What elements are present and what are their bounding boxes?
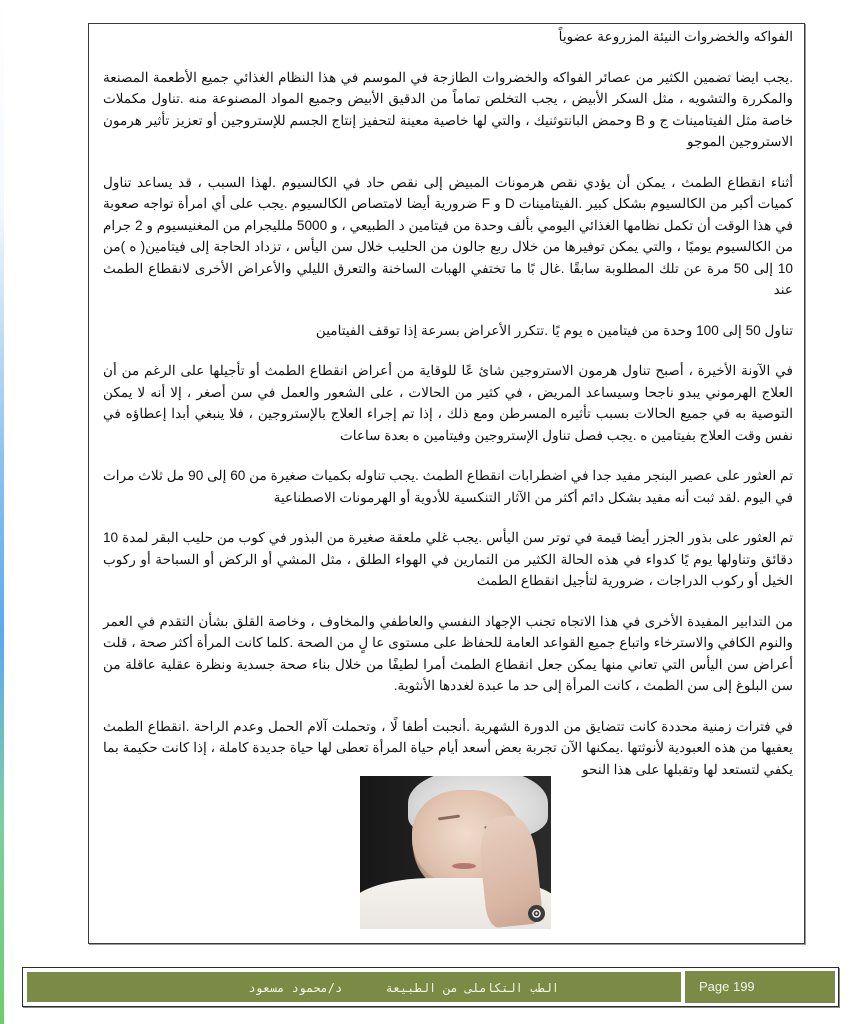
footer-book-title: الطب التكاملى من الطبيعة د/محمود مسعود (26, 971, 682, 1003)
paragraph: في الآونة الأخيرة ، أصبح تناول هرمون الاستروجين شائ عًا للوقاية من أعراض انقطاع الطمث أو تأجيلها على الرغم من أن العلاج الهرموني يبدو ناجحا وسيساعد المريض ، في كثير من الحالات ، على الشعور والعمل في سن أصغر ، إلا أنه لا يمكن التوصية به في جميع الحالات بسبب تأثيره المسرطن ومع ذلك ، إذا تم إجراء العلاج بالإستروجين ، فلا ينبغي أبدا إعطاؤه في نفس وقت العلاج بفيتامين ه .يجب فصل تناول الإستروجين وفيتامين ه بعدة ساعات (103, 363, 793, 443)
paragraph: تم العثور على عصير البنجر مفيد جدا في اضطرابات انقطاع الطمث .يجب تناوله بكميات صغيرة من 60 إلى 90 مل ثلاث مرات في اليوم .لقد ثبت أنه مفيد بشكل دائم أكثر من الآثار التنكسية للأدوية أو الهرمونات الاصطناعية (103, 468, 793, 505)
lens-glyph-icon (531, 908, 542, 919)
paragraph: الفواكه والخضروات النيئة المزروعة عضوياً (558, 29, 793, 44)
lens-search-icon[interactable] (528, 905, 545, 922)
paragraph: من التدابير المفيدة الأخرى في هذا الاتجاه تجنب الإجهاد النفسي والعاطفي والمخاوف ، وخاصة القلق بشأن التقدم في العمر والنوم الكافي والاسترخاء واتباع جميع القواعد العامة للحفاظ على مستوى عا لٍ من الصحة .كلما كانت المرأة أكثر صحة ، قلت أعراض سن اليأس التي تعاني منها يمكن جعل انقطاع الطمث أمرا لطيفًا من خلال بناء صحة جسدية ونظرة عقلية عاقلة من سن البلوغ إلى سن الطمث ، كانت المرأة إلى حد ما عبدة لغددها الأنثوية. (103, 613, 793, 693)
paragraph: تناول 50 إلى 100 وحدة من فيتامين ه يوم يًا .تتكرر الأعراض بسرعة إذا توقف الفيتامين (315, 322, 793, 338)
menopause-woman-photo (360, 776, 551, 929)
page-number: Page 199 (685, 971, 835, 1003)
window-edge-strip (0, 0, 4, 1024)
page-frame (88, 23, 805, 944)
page-footer (22, 967, 839, 1007)
paragraph: في فترات زمنية محددة كانت تتضايق من الدورة الشهرية .أنجبت أطفا لًا ، وتحملت آلام الحمل وعدم الراحة .انقطاع الطمث يعفيها من هذه العبودية لأنوثتها .يمكنها الآن تجربة بعض أسعد أيام حياة المرأة تعطى لها حياة جديدة كاملة ، إذا كانت حكيمة بما يكفي لتستعد لها وتقبلها على هذا النحو (103, 718, 793, 777)
paragraph: .يجب ايضا تضمين الكثير من عصائر الفواكه والخضروات الطازجة في الموسم في هذا النظام الغذائي جميع الأطعمة المصنعة والمكررة والتشويه ، مثل السكر الأبيض ، يجب التخلص تماماً من الدقيق الأبيض وجميع المواد المصنوعة منه .تناول مكملات خاصة مثل الفيتامينات ج و B وحمض البانتوثنيك ، والتي لها خاصية معينة لتحفيز إنتاج الجسم للإستروجين أو تعزيز تأثير هرمون الاستروجين الموجو (103, 69, 793, 149)
page-content (103, 26, 793, 799)
paragraph: أثناء انقطاع الطمث ، يمكن أن يؤدي نقص هرمونات المبيض إلى نقص حاد في الكالسيوم .لهذا السبب ، قد يساعد تناول كميات أكبر من الكالسيوم بشكل كبير .الفيتامينات D و F ضرورية أيضا لامتصاص الكالسيوم .يجب على أي امرأة تواجه صعوبة في هذا الوقت أن تكمل نظامها الغذائي اليومي بألف وحدة من فيتامين د الطبيعي ، و 5000 ملليجرام من المغنيسيوم و 2 جرام من الكالسيوم يوميًا ، والتي يمكن توفيرها من خلال ربع جالون من الحليب خلال سن اليأس ، تزداد الحاجة إلى فيتامين( ه )من 10 إلى 50 مرة عن تلك المطلوبة سابقًا .غال بًا ما تختفي الهبات الساخنة والتعرق الليلي والأعراض الأخرى لانقطاع الطمث عند (103, 174, 793, 297)
photo-mouth (452, 863, 476, 869)
paragraph: تم العثور على بذور الجزر أيضا قيمة في توتر سن اليأس .يجب غلي ملعقة صغيرة من البذور في كوب من حليب البقر لمدة 10 دقائق وتناولها يوم يًا كدواء في هذه الحالة الكثير من التمارين في الهواء الطلق ، مثل المشي أو الركض أو السباحة أو ركوب الخيل أو ركوب الدراجات ، ضرورية لتأجيل انقطاع الطمث (103, 530, 793, 588)
